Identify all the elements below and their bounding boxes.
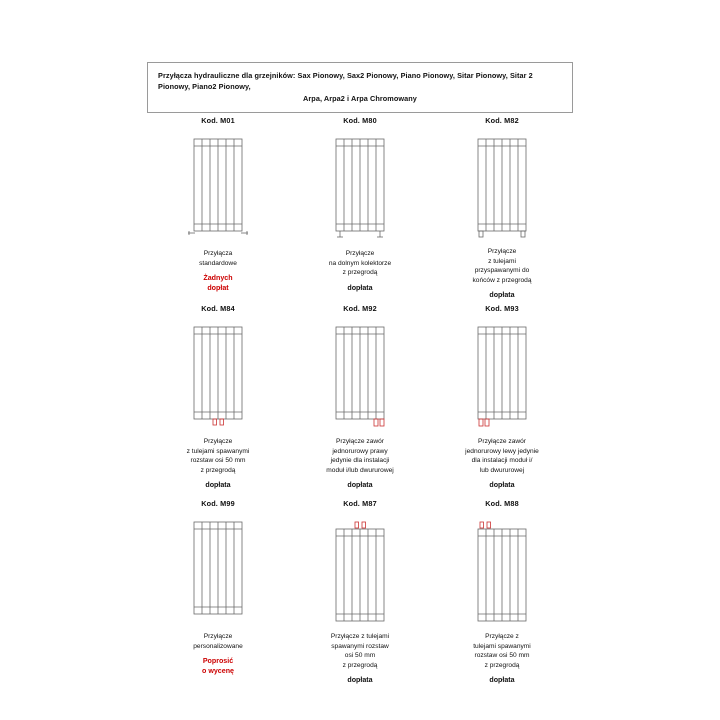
option-card-m99 xyxy=(147,491,289,686)
option-description xyxy=(297,632,423,670)
desc-line: Przyłącze z xyxy=(485,633,519,640)
option-price xyxy=(347,676,372,685)
desc-line: z przegrodą xyxy=(484,661,520,669)
price-line: o wycenę xyxy=(202,666,234,675)
radiator-diagram-m82 xyxy=(470,134,534,240)
desc-line: z przegrodą xyxy=(200,466,236,474)
desc-line: Przyłącze zawór xyxy=(477,438,526,445)
desc-line: moduł i/lub dwururowej xyxy=(326,466,394,474)
price-line: dopłata xyxy=(205,481,231,490)
option-price xyxy=(347,284,372,293)
desc-line: rozstaw osi 50 mm xyxy=(190,457,246,465)
price-line: dopłata xyxy=(347,481,373,490)
option-card-m01 xyxy=(147,108,289,296)
header-note-box xyxy=(147,62,573,113)
option-code: Kod. M93 xyxy=(485,304,519,313)
option-card-m88 xyxy=(431,491,573,686)
desc-line: Przyłącze xyxy=(487,248,517,255)
option-description xyxy=(155,249,281,268)
price-line: Poprosić xyxy=(202,657,234,666)
option-description xyxy=(155,437,281,475)
radiator-diagram-m92 xyxy=(328,322,392,430)
option-description xyxy=(155,632,281,651)
option-description xyxy=(439,632,565,670)
desc-line: na dolnym kolektorze xyxy=(328,259,392,267)
option-card-m82 xyxy=(431,108,573,300)
option-description xyxy=(297,437,423,475)
option-description xyxy=(297,249,423,278)
desc-line: Przyłącze zawór xyxy=(335,438,384,445)
desc-line: rozstaw osi 50 mm xyxy=(474,652,530,660)
desc-line: z tulejami spawanymi xyxy=(186,447,250,455)
option-code: Kod. M92 xyxy=(343,304,377,313)
price-line: dopłata xyxy=(489,676,515,685)
price-line: dopłat xyxy=(207,283,229,292)
desc-line: z tulejami xyxy=(488,257,516,265)
desc-line: jednorurowy prawy xyxy=(332,447,388,455)
connection-options-grid xyxy=(147,108,573,686)
price-line: dopłata xyxy=(489,291,515,300)
radiator-diagram-m93 xyxy=(470,322,534,430)
option-code: Kod. M01 xyxy=(201,116,235,125)
option-price xyxy=(205,481,230,490)
desc-line: personalizowane xyxy=(193,642,243,650)
desc-line: jedynie dla instalacji xyxy=(330,457,390,465)
option-price xyxy=(203,274,232,293)
option-code: Kod. M87 xyxy=(343,499,377,508)
radiator-diagram-m88 xyxy=(470,517,534,625)
option-price xyxy=(489,481,514,490)
option-code: Kod. M82 xyxy=(485,116,519,125)
option-description xyxy=(439,247,565,285)
price-line: dopłata xyxy=(347,676,373,685)
radiator-diagram-m87 xyxy=(328,517,392,625)
radiator-diagram-m01 xyxy=(186,134,250,242)
header-line-1: Przyłącza hydrauliczne dla grzejników: Sax Pionowy, Sax2 Pionowy, Piano Pionowy, Sitar Pionowy, Sitar 2 Pionowy, Piano2 Pionowy, xyxy=(158,71,533,92)
radiator-diagram-m80 xyxy=(328,134,392,242)
option-card-m80 xyxy=(289,108,431,296)
desc-line: z przegrodą xyxy=(342,661,378,669)
option-code: Kod. M84 xyxy=(201,304,235,313)
desc-line: Przyłącze xyxy=(203,633,233,640)
option-price xyxy=(202,657,234,676)
desc-line: przyspawanymi do xyxy=(474,267,530,275)
option-price xyxy=(347,481,372,490)
desc-line: jednorurowy lewy jedynie xyxy=(465,447,539,455)
option-description xyxy=(439,437,565,475)
desc-line: tulejami spawanymi xyxy=(473,642,531,650)
desc-line: Przyłącze z tulejami xyxy=(330,633,390,640)
option-price xyxy=(489,676,514,685)
desc-line: dla instalacji moduł i/ xyxy=(471,457,533,465)
desc-line: lub dwururowej xyxy=(479,466,525,474)
desc-line: Przyłącza xyxy=(203,250,233,257)
desc-line: spawanymi rozstaw xyxy=(331,642,389,650)
price-line: dopłata xyxy=(489,481,515,490)
option-card-m93 xyxy=(431,296,573,491)
radiator-diagram-m99 xyxy=(186,517,250,625)
price-line: dopłata xyxy=(347,283,373,292)
desc-line: z przegrodą xyxy=(342,269,378,277)
desc-line: Przyłącze xyxy=(345,250,375,257)
option-code: Kod. M88 xyxy=(485,499,519,508)
desc-line: Przyłącze xyxy=(203,438,233,445)
desc-line: osi 50 mm xyxy=(344,652,376,660)
desc-line: końców z przegrodą xyxy=(472,276,532,284)
option-card-m92 xyxy=(289,296,431,491)
option-card-m84 xyxy=(147,296,289,491)
price-line: Żadnych xyxy=(203,274,233,283)
option-code: Kod. M80 xyxy=(343,116,377,125)
option-code: Kod. M99 xyxy=(201,499,235,508)
option-card-m87 xyxy=(289,491,431,686)
desc-line: standardowe xyxy=(199,259,237,267)
header-line-2: Arpa, Arpa2 i Arpa Chromowany xyxy=(303,93,417,103)
radiator-diagram-m84 xyxy=(186,322,250,430)
